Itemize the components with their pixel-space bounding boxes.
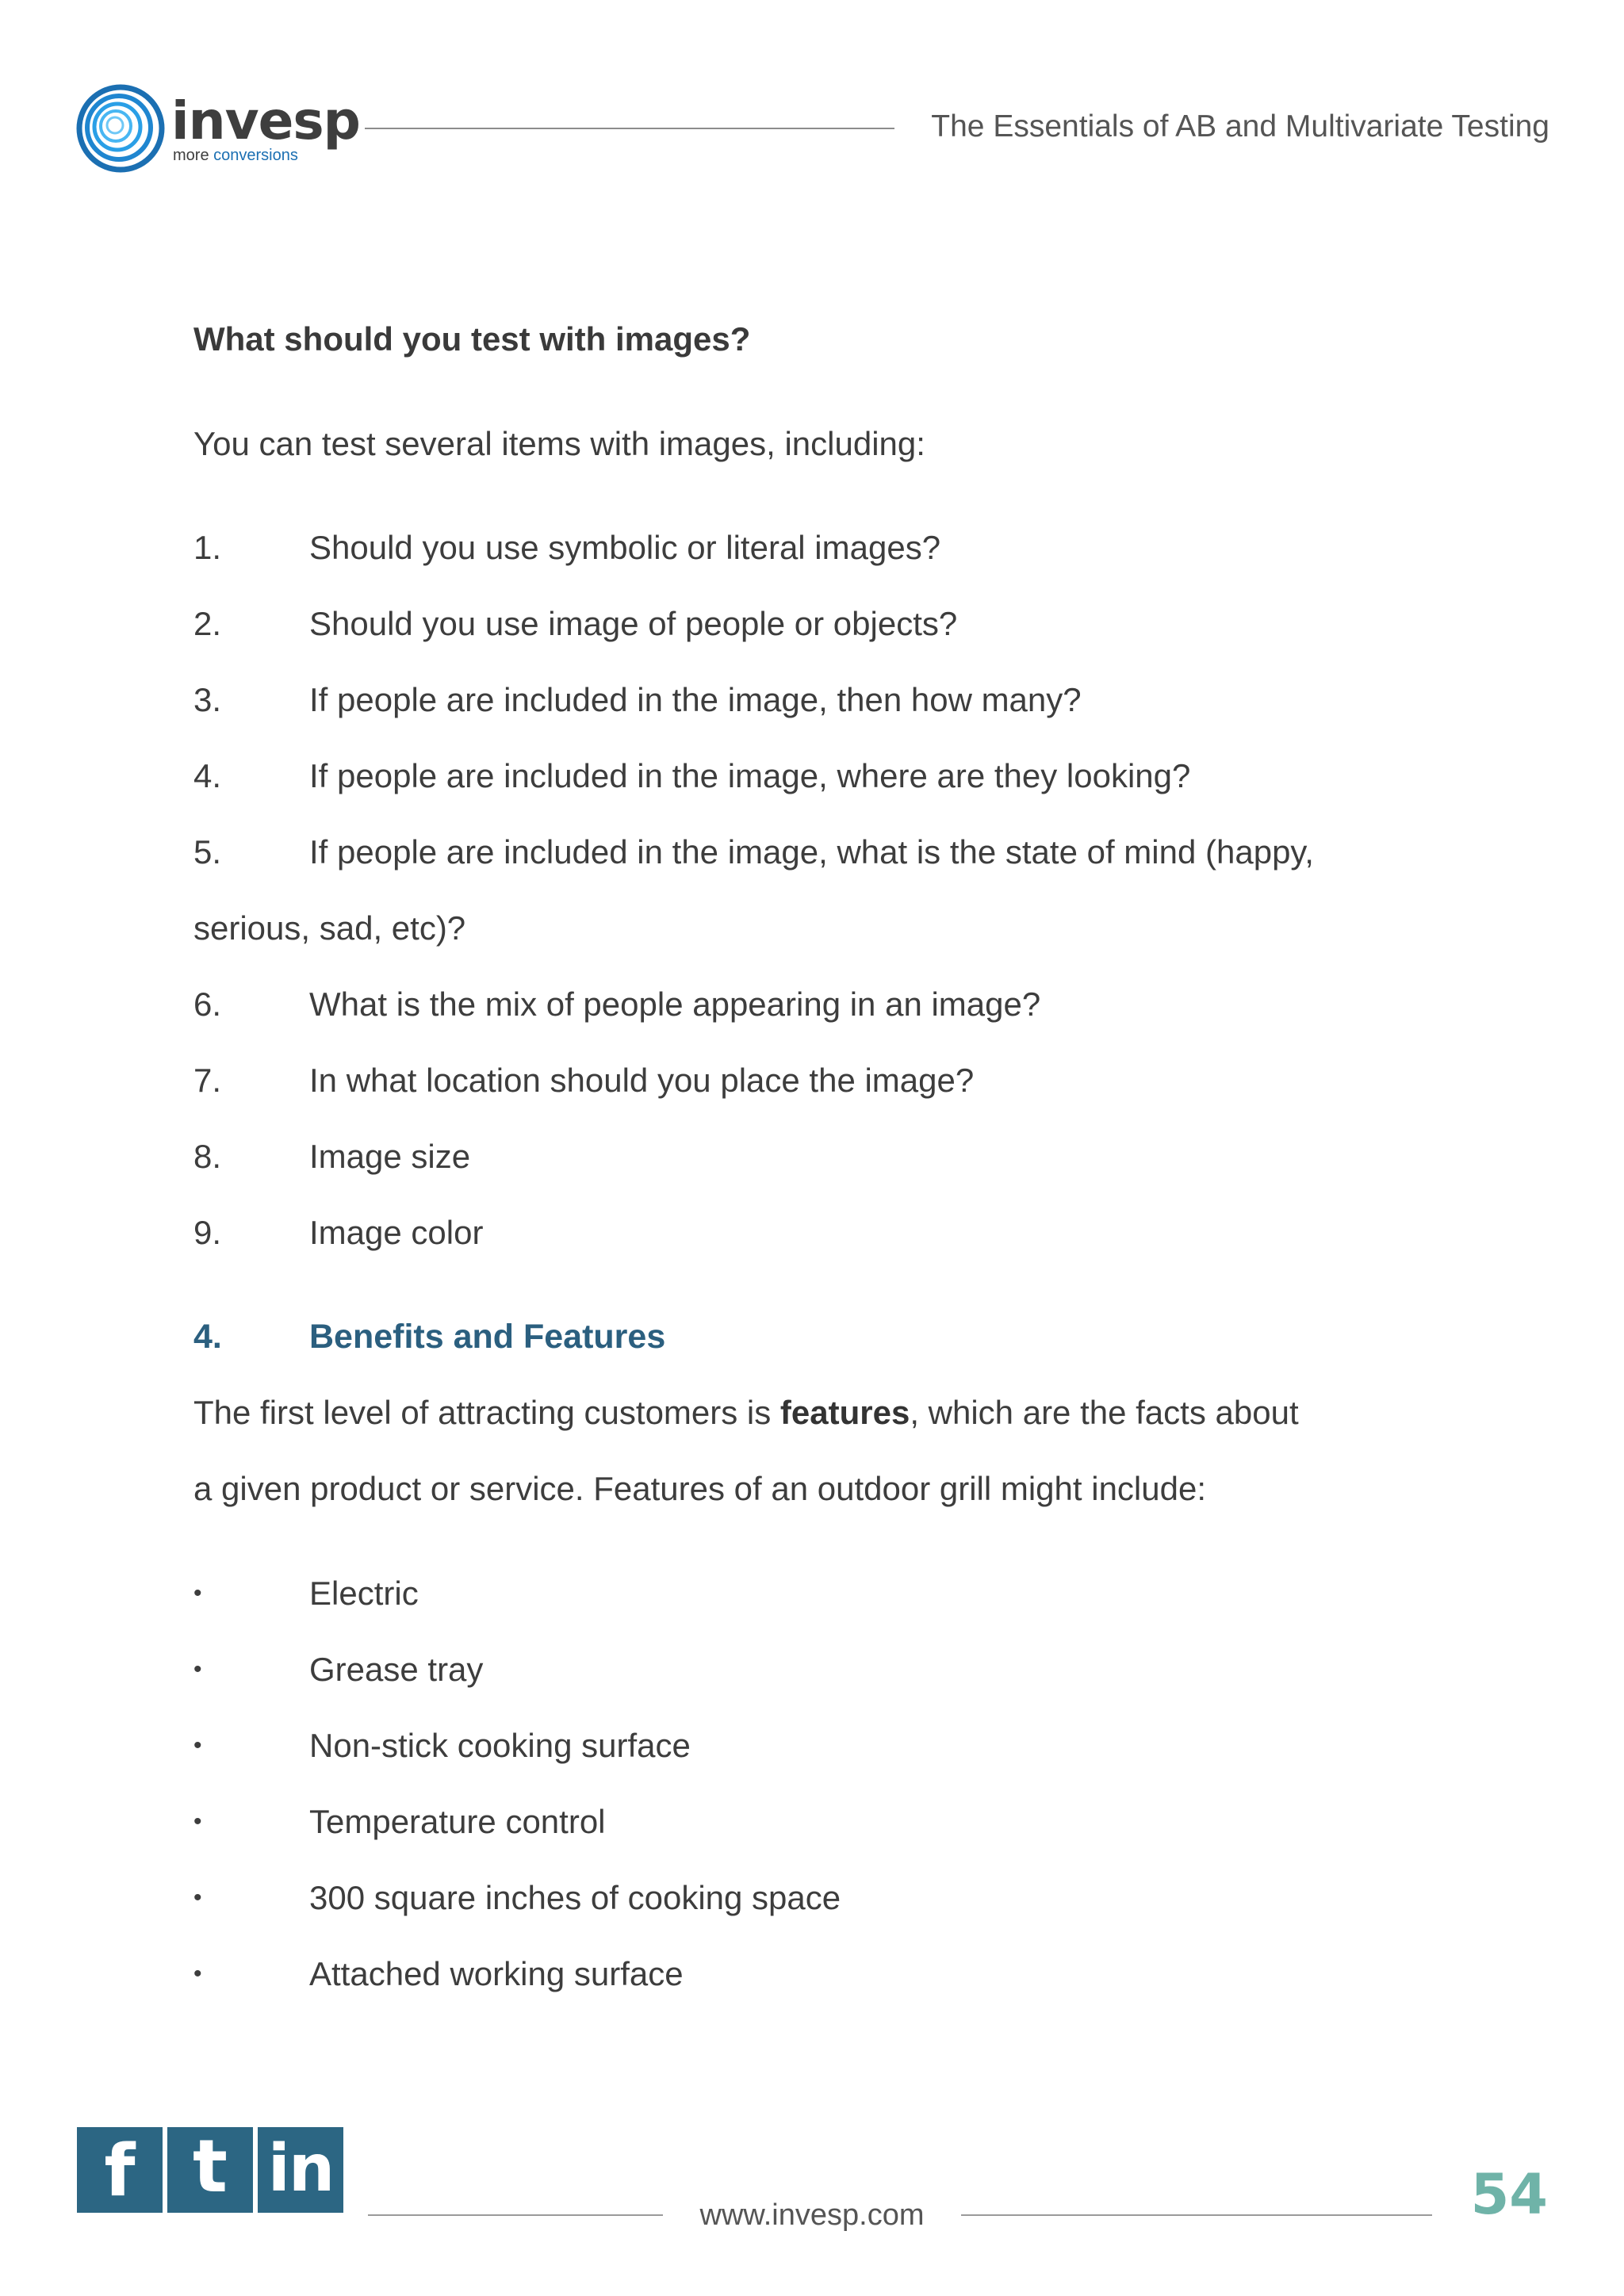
invesp-logo-icon xyxy=(76,84,165,173)
twitter-icon[interactable]: t xyxy=(167,2127,253,2213)
list-item-text: Image size xyxy=(309,1138,471,1175)
section-title: Benefits and Features xyxy=(309,1318,666,1356)
bullet-icon: • xyxy=(193,1656,202,1682)
list-item-number: 2. xyxy=(193,605,222,642)
list-item-number: 4. xyxy=(193,757,222,794)
bullet-icon: • xyxy=(193,1732,202,1758)
bullet-text: Electric xyxy=(309,1575,419,1612)
list-item-number: 5. xyxy=(193,833,222,871)
bullet-icon: • xyxy=(193,1808,202,1835)
paragraph-text: The first level of attracting customers is xyxy=(193,1394,780,1431)
paragraph-text: , which are the facts about xyxy=(910,1394,1299,1431)
question-heading: What should you test with images? xyxy=(193,320,751,358)
features-paragraph-line-2: a given product or service. Features of an outdoor grill might include: xyxy=(193,1470,1207,1507)
logo-wordmark: invesp xyxy=(171,90,360,151)
paragraph-bold-term: features xyxy=(779,1394,910,1431)
list-item-number: 3. xyxy=(193,681,222,718)
logo-tagline-conversions: conversions xyxy=(213,147,298,164)
list-item-text: If people are included in the image, where are they looking? xyxy=(309,757,1191,794)
list-item-number: 7. xyxy=(193,1062,222,1099)
logo-tagline xyxy=(173,147,298,163)
bullet-text: 300 square inches of cooking space xyxy=(309,1879,841,1916)
list-item-number: 1. xyxy=(193,529,222,566)
bullet-icon: • xyxy=(193,1885,202,1911)
list-item-text: Should you use symbolic or literal images? xyxy=(309,529,941,566)
list-item-text: What is the mix of people appearing in an image? xyxy=(309,985,1041,1023)
intro-paragraph: You can test several items with images, including: xyxy=(193,425,925,462)
footer-divider-left xyxy=(368,2214,663,2216)
section-number: 4. xyxy=(193,1318,222,1356)
logo-tagline-more: more xyxy=(173,147,209,164)
bullet-icon: • xyxy=(193,1961,202,1987)
list-item-continuation-text: serious, sad, etc)? xyxy=(193,909,466,947)
bullet-text: Temperature control xyxy=(309,1803,606,1840)
list-item-text: In what location should you place the image? xyxy=(309,1062,975,1099)
list-item-number: 8. xyxy=(193,1138,222,1175)
bullet-text: Non-stick cooking surface xyxy=(309,1727,691,1764)
page-number: 54 xyxy=(1470,2162,1548,2227)
linkedin-icon[interactable]: in xyxy=(258,2127,343,2213)
list-item-text: Should you use image of people or objects? xyxy=(309,605,958,642)
bullet-icon: • xyxy=(193,1580,202,1606)
list-item-number: 6. xyxy=(193,985,222,1023)
website-link[interactable]: www.invesp.com xyxy=(699,2198,925,2232)
list-item-text: If people are included in the image, what is the state of mind (happy, xyxy=(309,833,1314,871)
list-item-number: 9. xyxy=(193,1214,222,1251)
facebook-icon[interactable]: f xyxy=(77,2127,163,2213)
bullet-text: Attached working surface xyxy=(309,1955,684,1992)
invesp-logo[interactable] xyxy=(76,81,360,176)
list-item-text: Image color xyxy=(309,1214,484,1251)
bullet-text: Grease tray xyxy=(309,1651,484,1688)
header-divider xyxy=(365,128,894,129)
list-item-text: If people are included in the image, then how many? xyxy=(309,681,1082,718)
document-title: The Essentials of AB and Multivariate Testing xyxy=(931,109,1549,144)
footer-divider-right xyxy=(961,2214,1432,2216)
features-paragraph-line-1 xyxy=(193,1394,1299,1432)
